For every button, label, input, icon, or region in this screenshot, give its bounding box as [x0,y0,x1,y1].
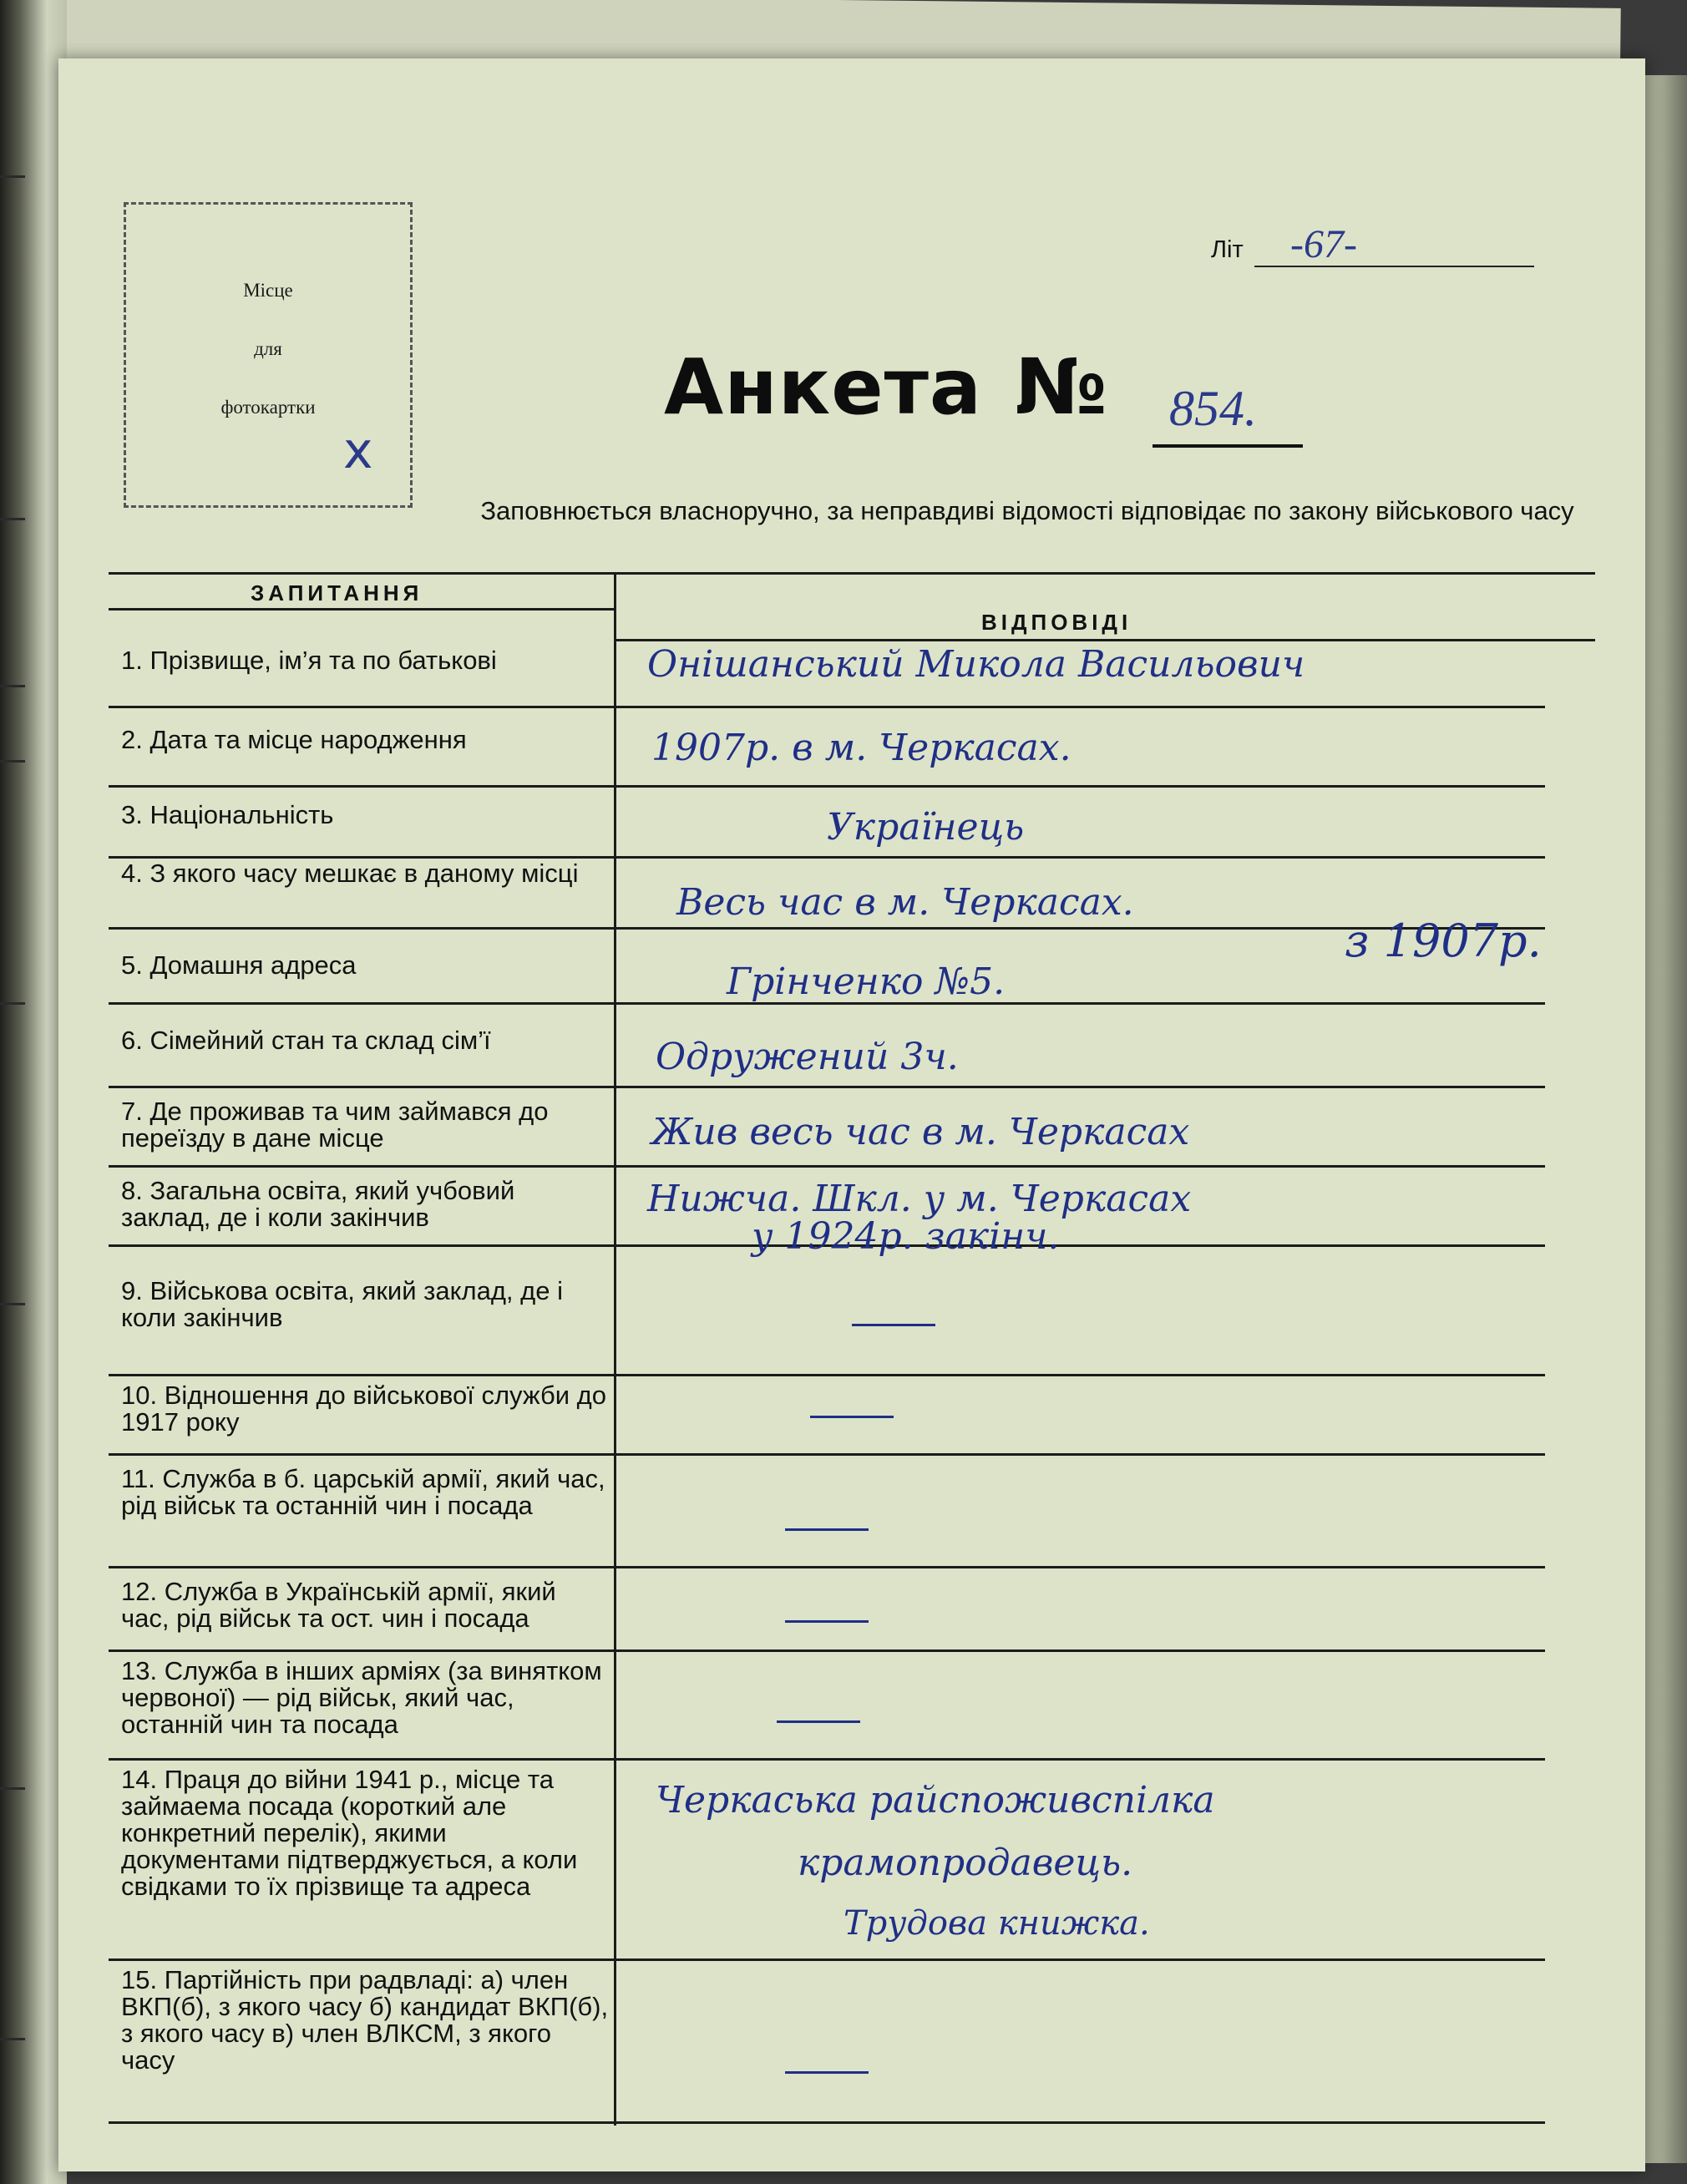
question-4: 4. З якого часу мешкає в даному місці [121,859,579,888]
sheet-label: Літ [1211,236,1244,263]
question-1: 1. Прізвище, ім’я та по батькові [121,646,497,675]
question-6: 6. Сімейний стан та склад сім’ї [121,1026,491,1055]
form-subtitle: Заповнюється власноручно, за неправдиві відомості відповідає по закону військового часу [480,496,1574,525]
question-2: 2. Дата та місце народження [121,725,467,754]
question-15: 15. Партійність при радвладі: а) член ВКП(б), з якого часу б) кандидат ВКП(б), з якого часу в) член ВЛКСМ, з якого часу [121,1965,609,2075]
answer-10-dash [810,1416,894,1418]
question-12: 12. Служба в Українській армії, який час, рід військ та ост. чин і посада [121,1577,556,1633]
answer-work-1: Черкаська райспоживспілка [656,1779,1215,1822]
row-line [109,1086,1545,1088]
answer-13-dash [777,1720,860,1723]
question-8: 8. Загальна освіта, який учбовий заклад, де і коли закінчив [121,1176,515,1232]
answer-education-1: Нижча. Шкл. у м. Черкасах [647,1178,1192,1220]
form-title: Анкета [664,342,983,432]
answer-12-dash [785,1620,869,1623]
row-line [109,1959,1545,1961]
answer-work-3: Трудова книжка. [844,1904,1150,1943]
row-line [109,1374,1545,1376]
answer-residence-since: Весь час в м. Черкасах. [676,881,1134,924]
photo-placeholder [124,202,413,508]
row-line [109,1453,1545,1456]
question-13: 13. Служба в інших арміях (за винятком червоної) — рід військ, який час, останній чин та посада [121,1656,602,1739]
answer-residence-year: з 1907р. [1345,915,1542,967]
answer-previous-residence: Жив весь час в м. Черкасах [651,1111,1190,1153]
row-line [109,706,1545,708]
question-7: 7. Де проживав та чим займався до переїзду в дане місце [121,1097,549,1153]
header-divider-left [109,608,614,611]
table-top-line [109,572,1595,575]
row-line [109,927,1545,930]
title-underline [1153,444,1303,448]
row-line [109,1758,1545,1761]
photo-label-1: Місце [243,280,293,301]
row-line [109,785,1545,788]
header-answers: ВІДПОВІДІ [981,610,1132,635]
adjacent-page [0,0,67,2184]
answer-family: Одружений 3ч. [656,1036,959,1078]
question-9: 9. Військова освіта, який заклад, де і коли закінчив [121,1276,563,1332]
question-5: 5. Домашня адреса [121,950,357,980]
question-14: 14. Праця до війни 1941 р., місце та займаема посада (короткий але конкретний перелік), якими документами підтверджується, а коли свідками то їх прізвище та адреса [121,1765,578,1901]
number-sign: № [1015,342,1107,432]
row-line [109,1649,1545,1652]
photo-label-3: фотокартки [220,397,316,418]
answer-work-2: крамопродавець. [798,1842,1133,1884]
header-questions: ЗАПИТАННЯ [251,580,423,606]
answer-9-dash [852,1324,935,1326]
row-line [109,1566,1545,1568]
answer-full-name: Онішанський Микола Васильович [647,643,1305,686]
answer-education-2: у 1924р. закінч. [752,1215,1060,1258]
row-line [109,2121,1545,2124]
answer-15-dash [785,2071,869,2074]
header-divider-right [614,639,1595,641]
answer-11-dash [785,1528,869,1531]
questionnaire-page [58,58,1645,2171]
photo-label-2: для [254,338,282,359]
answer-nationality: Українець [827,806,1025,849]
question-10: 10. Відношення до військової служби до 1917 року [121,1381,607,1437]
question-11: 11. Служба в б. царській армії, який час, рід військ та останній чин і посада [121,1464,605,1520]
column-divider [614,572,616,2126]
question-3: 3. Національність [121,800,334,829]
answer-address: Грінченко №5. [727,960,1006,1003]
sheet-number: -67- [1290,222,1357,266]
answer-birth: 1907р. в м. Черкасах. [651,727,1071,769]
row-line [109,1165,1545,1168]
photo-cross-mark: x [343,422,373,480]
form-number: 854. [1169,381,1257,436]
